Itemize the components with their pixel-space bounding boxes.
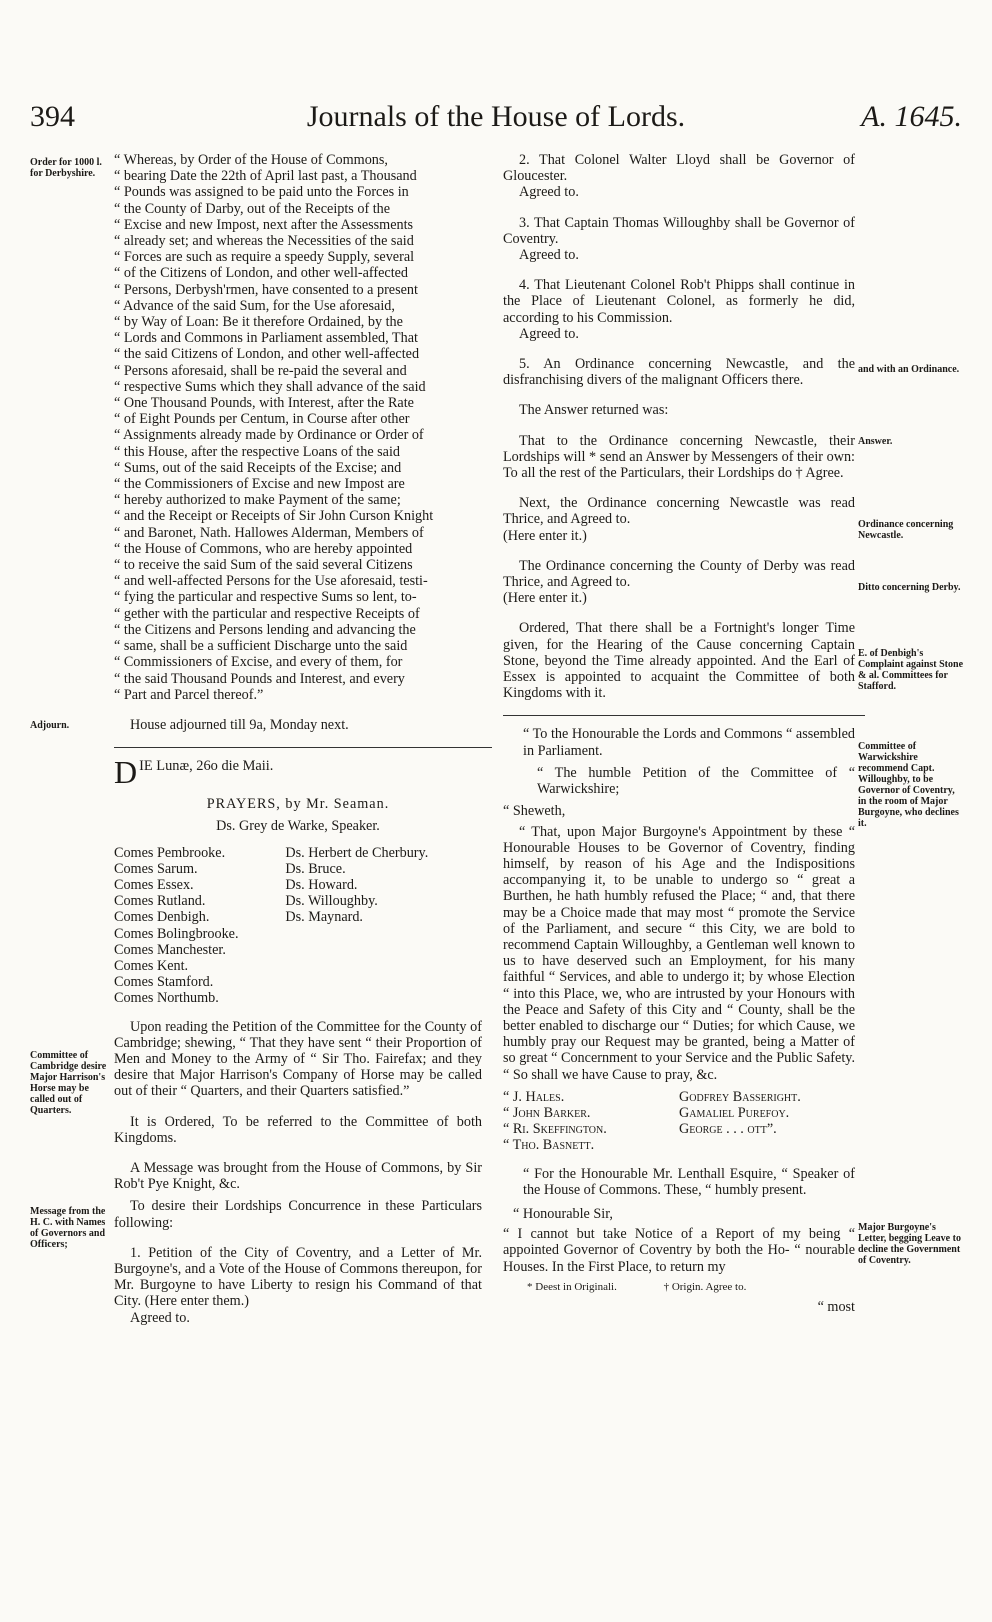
cambridge-petition: Upon reading the Petition of the Committee for the County of Cambridge; shewing, “ That they have sent “ their Proportion of Men and Money to the Army of “ Sir Tho. Fairefax; and they desire that Major Harrison's Company of Horse may be called out of their “ Quarters, and their Quarters satisfied.” (114, 1018, 482, 1100)
section-rule (503, 715, 865, 716)
peer (285, 926, 482, 942)
adjourn-entry: House adjourned till 9a, Monday next. (130, 716, 349, 733)
date-text: IE Lunæ, 26o die Maii. (139, 758, 274, 775)
prayers: PRAYERS, by Mr. Seaman. (206, 796, 390, 813)
ordinance-line: “ to receive the said Sum of the said several Citizens (114, 557, 413, 574)
peer-row (114, 877, 482, 893)
margin-note-newcastle: Ordinance concerning Newcastle. (858, 519, 954, 541)
year: A. 1645. (861, 100, 962, 133)
ordinance-line: “ the House of Commons, who are hereby appointed (114, 540, 413, 557)
ordinance-line: “ hereby authorized to make Payment of the same; (114, 492, 401, 509)
enter-it: (Here enter it.) (503, 590, 587, 607)
peer-row (114, 974, 482, 990)
answer: That to the Ordinance concerning Newcastle, their Lordships will * send an Answer by Messengers of their own: To all the rest of the Particulars, their Lordships do † Agree. (503, 432, 855, 482)
letter-salutation: “ Honourable Sir, (513, 1205, 613, 1222)
right-column (503, 152, 855, 1315)
peer-row (114, 845, 482, 861)
ordinance-line: “ the said Thousand Pounds and Interest, and every (114, 670, 405, 687)
agreed-to: Agreed to. (519, 184, 579, 201)
margin-note-warwickshire: Committee of Warwickshire recommend Capt. Willoughby, to be Governor of Coventry, in the room of Major Burgoyne, who declines it. (858, 741, 959, 829)
peer: Ds. Herbert de Cherbury. (285, 844, 429, 861)
peer-row (114, 942, 482, 958)
peer: Ds. Bruce. (285, 860, 346, 877)
speaker: Ds. Grey de Warke, Speaker. (216, 818, 380, 835)
stone-order: Ordered, That there shall be a Fortnight's longer Time given, for the Hearing of the Cause concerning Captain Stone, beyond the Time already appointed. And the Earl of Essex is appointed to acquaint the Committee of both Kingdoms with it. (503, 620, 855, 702)
peer: Comes Kent. (114, 957, 189, 974)
footnote: * Deest in Originali. (527, 1280, 617, 1293)
peer (285, 958, 482, 974)
ordinance-line: “ Persons aforesaid, shall be re-paid the several and (114, 362, 407, 379)
letter-address: “ For the Honourable Mr. Lenthall Esquire, “ Speaker of the House of Commons. These, “ humbly present. (523, 1165, 855, 1198)
ordinance-line: “ Advance of the said Sum, for the Use aforesaid, (114, 297, 395, 314)
agreed-to: Agreed to. (519, 247, 579, 264)
signatory: Godfrey Basseright. (679, 1088, 801, 1105)
margin-note-message: Message from the H. C. with Names of Governors and Officers; (30, 1206, 106, 1250)
ordinance-line: “ Whereas, by Order of the House of Commons, (114, 152, 388, 168)
page-number: 394 (30, 100, 75, 133)
ordinance-line: “ the Citizens and Persons lending and advancing the (114, 621, 416, 638)
signatory: “ Ri. Skeffington. (503, 1121, 607, 1138)
margin-note-order-derbyshire: Order for 1000 l. for Derbyshire. (30, 157, 102, 179)
peer-row (114, 926, 482, 942)
left-column (114, 152, 482, 1340)
ordinance-line: “ of Eight Pounds per Centum, in Course after other (114, 411, 410, 428)
ordinance-line: “ and Baronet, Nath. Hallowes Alderman, Members of (114, 524, 424, 541)
ordinance-line: “ Pounds was assigned to be paid unto the Forces in (114, 184, 409, 201)
margin-note-answer: Answer. (858, 436, 893, 447)
ordinance-line: “ fying the particular and respective Sums so lent, to- (114, 589, 417, 606)
peer: Comes Denbigh. (114, 909, 210, 926)
signatory: “ Tho. Basnett. (503, 1137, 595, 1154)
ordinance-line: “ already set; and whereas the Necessities of the said (114, 233, 414, 250)
peer: Comes Rutland. (114, 893, 206, 910)
page-header (0, 100, 992, 150)
ordinance-line: “ respective Sums which they shall advance of the said (114, 378, 426, 395)
peer: Comes Manchester. (114, 941, 226, 958)
section-rule (114, 747, 492, 748)
peer: Comes Pembrooke. (114, 844, 226, 861)
ordinance-line: “ Assignments already made by Ordinance or Order of (114, 427, 424, 444)
peer (285, 990, 482, 1006)
ordinance-line: “ same, shall be a sufficient Discharge unto the said (114, 638, 408, 655)
commons-message: A Message was brought from the House of Commons, by Sir Rob't Pye Knight, &c. (114, 1159, 482, 1193)
date-initial: D (114, 754, 138, 791)
footnotes (527, 1279, 855, 1295)
peer: Ds. Howard. (285, 876, 358, 893)
signatories (503, 1089, 855, 1154)
ordinance-line: “ by Way of Loan: Be it therefore Ordained, by the (114, 314, 403, 331)
footnote: † Origin. Agree to. (663, 1280, 747, 1293)
agreed-to: Agreed to. (130, 1309, 190, 1326)
ordinance-line: “ Persons, Derbysh'rmen, have consented to a present (114, 281, 418, 298)
peer-row (114, 861, 482, 877)
peer-row (114, 909, 482, 925)
agreed-to: Agreed to. (519, 325, 579, 342)
margin-note-derby: Ditto concerning Derby. (858, 582, 961, 593)
ordinance-line: “ the Commissioners of Excise and new Impost are (114, 476, 405, 493)
peer (285, 974, 482, 990)
margin-note-adjourn: Adjourn. (30, 720, 70, 731)
item-4: 4. That Lieutenant Colonel Rob't Phipps shall continue in the Place of Lieutenant Colonel, as formerly he did, according to his Commission. (503, 277, 855, 326)
ordinance-line: “ of the Citizens of London, and other well-affected (114, 265, 409, 282)
margin-note-burgoyne-letter: Major Burgoyne's Letter, begging Leave to decline the Government of Coventry. (858, 1222, 961, 1266)
ordinance-line: “ the said Citizens of London, and other well-affected (114, 346, 420, 363)
journal-title: Journals of the House of Lords. (306, 100, 686, 133)
ordinance-line: “ Commissioners of Excise, and every of them, for (114, 654, 403, 671)
signatory: “ J. Hales. (503, 1088, 565, 1105)
letter-body: “ I cannot but take Notice of a Report of my being “ appointed Governor of Coventry by both the Ho- “ nourable Houses. In the First Place, to return my (503, 1226, 855, 1275)
ordered-referred: It is Ordered, To be referred to the Committee of both Kingdoms. (114, 1113, 482, 1146)
item-2: 2. That Colonel Walter Lloyd shall be Governor of Gloucester. (503, 152, 855, 185)
signatory: “ John Barker. (503, 1104, 591, 1121)
ordinance-line: “ gether with the particular and respective Receipts of (114, 605, 420, 622)
item-3: 3. That Captain Thomas Willoughby shall be Governor of Coventry. (503, 214, 855, 247)
peer: Comes Sarum. (114, 860, 198, 877)
ordinance-line: “ Sums, out of the said Receipts of the Excise; and (114, 459, 402, 476)
catchword: “ most (817, 1298, 855, 1315)
ordinance-line: “ Lords and Commons in Parliament assembled, That (114, 330, 418, 347)
item-1: 1. Petition of the City of Coventry, and a Letter of Mr. Burgoyne's, and a Vote of the House of Commons thereupon, for Mr. Burgoyne to have Liberty to resign his Command of that City. (Here enter them.) (114, 1244, 482, 1310)
derby-read: The Ordinance concerning the County of Derby was read Thrice, and Agreed to. (503, 557, 855, 591)
peer: Comes Northumb. (114, 990, 219, 1007)
margin-note-cambridge: Committee of Cambridge desire Major Harrison's Horse may be called out of Quarters. (30, 1050, 107, 1116)
margin-note-ordinance: and with an Ordinance. (858, 364, 960, 375)
ordinance-line: “ bearing Date the 22th of April last past, a Thousand (114, 168, 417, 185)
newcastle-read: Next, the Ordinance concerning Newcastle was read Thrice, and Agreed to. (503, 495, 855, 528)
ordinance-line: “ the County of Darby, out of the Receipts of the (114, 200, 391, 217)
peer: Ds. Maynard. (285, 909, 363, 926)
date-heading (114, 754, 482, 791)
derby-ordinance (114, 152, 482, 703)
peer: Ds. Willoughby. (285, 893, 378, 910)
peer (285, 942, 482, 958)
peer-row (114, 990, 482, 1006)
enter-it: (Here enter it.) (503, 527, 587, 544)
ordinance-line: “ Excise and new Impost, next after the Assessments (114, 216, 414, 233)
signatory (679, 1137, 855, 1153)
ordinance-line: “ One Thousand Pounds, with Interest, after the Rate (114, 395, 414, 412)
petition-body: “ That, upon Major Burgoyne's Appointment by these “ Honourable Houses to be Governor of Coventry, finding himself, by reason of his Age and the Indispositions accompanying it, to be unable to undergo so “ great a Burthen, he hath humbly refused the Place; “ and, that there may be a Choice made that may most “ promote the Service of the Parliament, and secure “ this City, we are bold to recommend Captain Willoughby, a Gentleman well known to us to have deserved such an Employment, for his many faithful “ Services, and able to undergo it; by whose Election “ into this Place, we, who are intrusted by your Honours with the Peace and Safety of this City and “ County, shall be the better enabled to discharge our “ Duties; for which Cause, we humbly pray our Request may be granted, being a Matter of so great “ Concernment to your Service and the Public Safety. “ So shall we have Cause to pray, &c. (503, 823, 855, 1083)
signatory: Gamaliel Purefoy. (679, 1104, 790, 1121)
peer-row (114, 958, 482, 974)
answer-intro: The Answer returned was: (519, 402, 669, 419)
sheweth: “ Sheweth, (503, 803, 566, 820)
peers-present (114, 845, 482, 1007)
ordinance-line: “ and the Receipt or Receipts of Sir John Curson Knight (114, 508, 434, 525)
peer: Comes Bolingbrooke. (114, 925, 239, 942)
petition-title: “ The humble Petition of the Committee of “ Warwickshire; (537, 764, 855, 798)
peer: Comes Stamford. (114, 974, 214, 991)
concurrence-request: To desire their Lordships Concurrence in these Particulars following: (114, 1198, 482, 1231)
ordinance-line: “ this House, after the respective Loans of the said (114, 443, 401, 460)
peer: Comes Essex. (114, 876, 194, 893)
margin-note-stone: E. of Denbigh's Complaint against Stone & al. Committees for Stafford. (858, 648, 964, 692)
petition-address: “ To the Honourable the Lords and Commons “ assembled in Parliament. (523, 726, 855, 759)
signatory: George . . . ott”. (679, 1121, 777, 1138)
ordinance-line: “ and well-affected Persons for the Use aforesaid, testi- (114, 573, 428, 590)
ordinance-line: “ Forces are such as require a speedy Supply, several (114, 249, 415, 266)
ordinance-line: “ Part and Parcel thereof.” (114, 686, 264, 703)
item-5: 5. An Ordinance concerning Newcastle, and the disfranchising divers of the malignant Officers there. (503, 356, 855, 389)
peer-row (114, 893, 482, 909)
